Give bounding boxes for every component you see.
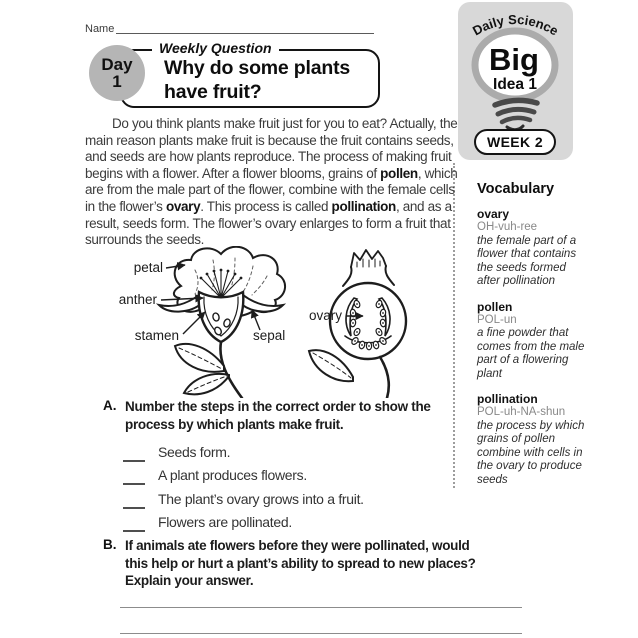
section-b-label: B. xyxy=(103,537,117,552)
vocab-pronunciation: POL-un xyxy=(477,313,517,326)
vocab-term: ovary xyxy=(477,207,510,221)
flower-fruit-diagram xyxy=(95,246,417,398)
petal-label: petal xyxy=(133,260,163,275)
section-a xyxy=(103,398,475,433)
week-badge xyxy=(474,129,556,155)
vocabulary-sidebar xyxy=(477,181,585,498)
big-text: Big xyxy=(489,42,539,77)
vocabulary-heading: Vocabulary xyxy=(477,181,555,197)
section-b-prompt: If animals ate flowers before they were pollinated, would this help or hurt a plant’s ability to spread to new places? Explain your answer. xyxy=(125,538,476,588)
anther-label: anther xyxy=(118,292,157,307)
step-number-blank[interactable] xyxy=(123,496,145,509)
vocab-entry-pollen xyxy=(477,300,585,382)
day-badge-number: 1 xyxy=(112,72,122,91)
page-title: Why do some plants have fruit? xyxy=(164,57,351,103)
bulb-threads xyxy=(495,100,537,122)
section-a-label: A. xyxy=(103,398,117,413)
step-text: Flowers are pollinated. xyxy=(158,514,292,530)
step-text: A plant produces flowers. xyxy=(158,467,307,483)
flower-cross-section-illustration xyxy=(159,247,285,398)
fruit-cross-section-illustration xyxy=(309,250,406,398)
weekly-question-label: Weekly Question xyxy=(152,40,279,56)
vocab-pronunciation: OH-vuh-ree xyxy=(477,221,538,233)
stamen-label: stamen xyxy=(134,328,179,343)
vocab-entry-ovary xyxy=(477,207,585,289)
vocab-definition: the female part of a flower that contains the seeds formed after pollination xyxy=(477,234,577,287)
vocab-entry-pollination xyxy=(477,392,585,487)
name-label: Name xyxy=(85,23,115,35)
step-number-blank[interactable] xyxy=(123,472,145,485)
section-b xyxy=(103,537,487,590)
day-badge xyxy=(89,45,145,101)
step-row xyxy=(123,462,364,486)
vocab-term: pollen xyxy=(477,299,513,314)
vocab-pronunciation: POL-uh-NA-shun xyxy=(477,406,566,418)
ovary-label: ovary xyxy=(308,308,342,323)
idea-text: Idea 1 xyxy=(493,76,537,93)
step-text: Seeds form. xyxy=(158,443,231,460)
answer-line[interactable] xyxy=(120,633,522,634)
name-input-line[interactable] xyxy=(116,33,374,34)
week-badge-label: WEEK 2 xyxy=(486,134,544,150)
brand-arc-text: Daily Science xyxy=(470,11,561,39)
intro-paragraph: Do you think plants make fruit just for you to eat? Actually, the main reason plants make fruit is because the fruit contains seeds, and seeds are how plants reproduce. The process of making fruit begins with a flower. After a flower blooms, grains of pollen, which are from the male part of the flower, combine with the female cells in the flower’s ovary. This process is called pollination, and as a result, seeds form. The flower’s ovary enlarges to form a fruit that surrounds the seeds. xyxy=(85,116,458,248)
step-row xyxy=(123,438,364,462)
step-row xyxy=(123,509,364,533)
big-idea-panel xyxy=(458,2,573,160)
section-a-steps xyxy=(123,438,364,532)
section-a-prompt: Number the steps in the correct order to show the process by which plants make fruit. xyxy=(125,399,431,432)
vocab-definition: a fine powder that comes from the male part of a flowering plant xyxy=(477,327,585,380)
step-number-blank[interactable] xyxy=(123,449,145,462)
step-text: The plant’s ovary grows into a fruit. xyxy=(158,490,364,507)
vocab-definition: the process by which grains of pollen combine with cells in the ovary to produce seeds xyxy=(477,419,585,486)
step-row xyxy=(123,485,364,509)
vocab-term: pollination xyxy=(477,392,538,406)
sepal-label: sepal xyxy=(253,328,286,343)
day-badge-word: Day xyxy=(101,55,133,74)
step-number-blank[interactable] xyxy=(123,519,145,532)
answer-line[interactable] xyxy=(120,607,522,608)
